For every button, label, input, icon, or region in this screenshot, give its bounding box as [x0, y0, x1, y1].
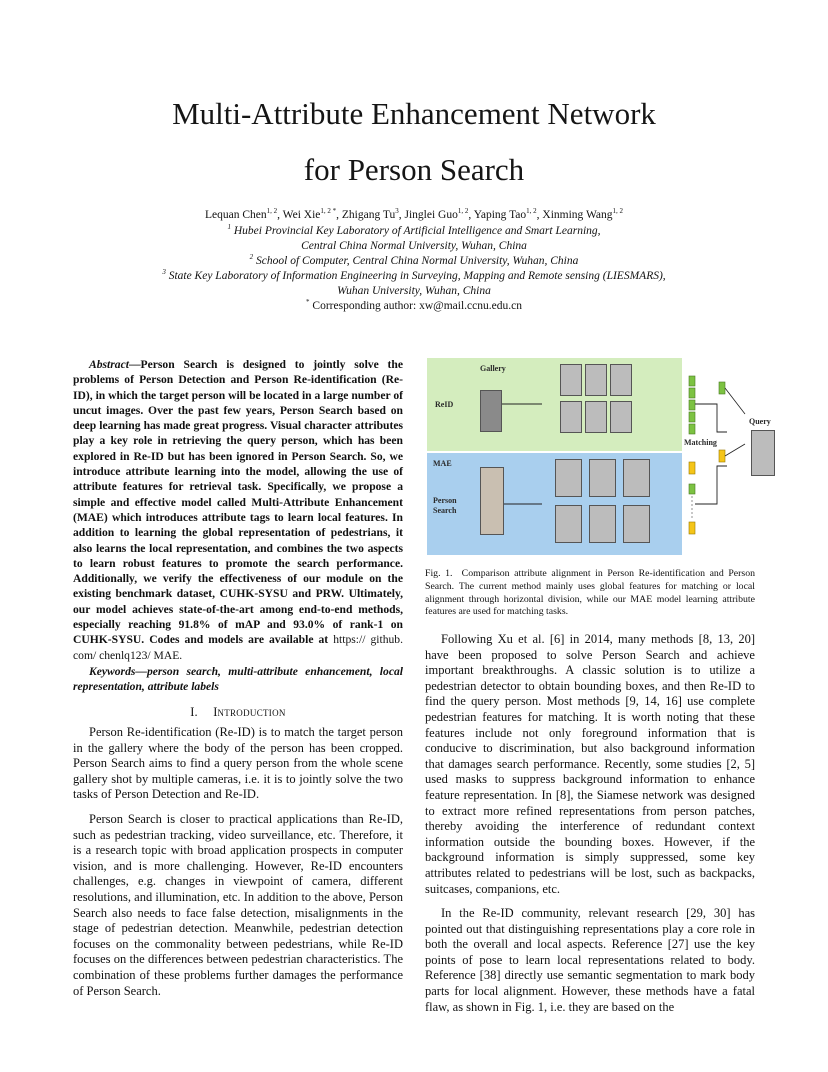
corresponding-author: * Corresponding author: xw@mail.ccnu.edu.cn [306, 298, 522, 312]
reid-query-crop [480, 390, 502, 432]
author: Zhigang Tu [341, 209, 396, 221]
gallery-crop [585, 364, 607, 396]
author: Yaping Tao [473, 209, 527, 221]
keywords-lead: Keywords [89, 665, 136, 678]
abstract-lead: Abstract [89, 358, 129, 371]
gallery-crop [560, 401, 582, 433]
affiliation: Wuhan University, Wuhan, China [337, 285, 491, 297]
gallery-crop [585, 401, 607, 433]
author: Lequan Chen [204, 209, 267, 221]
author-list: Lequan Chen$^{1, 2}$, Wei Xie$^{1, 2 *}$, Zhigang Tu$^3$, Jinglei Guo$^{1, 2}$, Yaping Tao$^{1, 2}$, Xinming Wang$^{1, 2}$ [204, 207, 624, 221]
gallery-label: Gallery [480, 364, 506, 373]
matching-label: Matching [684, 438, 717, 447]
scene-crop [589, 459, 616, 497]
affiliation: $^1$ Hubei Provincial Key Laboratory of Artificial Intelligence and Smart Learning, [227, 223, 601, 237]
scene-crop [555, 505, 582, 543]
author: Xinming Wang [542, 209, 613, 221]
author: Jinglei Guo [404, 209, 458, 221]
scene-crop [555, 459, 582, 497]
paragraph: Following Xu et al. [6] in 2014, many methods [8, 13, 20] have been proposed to solve Person Search and achieve important breakthroughs. A classic solution is to utilize a pedestrian detector to obtain bounding boxes, and then Re-ID to find the query person. Most methods [9, 14, 16] use complete pedestrian features for matching. It is worth noting that these features include not only foreground information that is conducive to discrimination, but also background information that damages search performance. Recently, some studies [2, 5] used masks to suppress background information to enhance feature representation. In [8], the Siamese network was designed to extract more refined representations from person patches, thereby avoiding the interference of redundant context information outside the bounding boxes. However, if the background information is simply suppressed, some key attributes related to pedestrians will be lost, such as backpacks, suitcases, companions, etc. [425, 632, 755, 896]
affiliation: Central China Normal University, Wuhan, China [301, 240, 527, 252]
person-search-label: Person Search [433, 496, 457, 515]
code-url[interactable]: https:// github. com/ chenlq123/ [73, 633, 403, 662]
gallery-crop [610, 364, 632, 396]
author: Wei Xie [282, 209, 321, 221]
paragraph: Person Search is closer to practical applications than Re-ID, such as pedestrian tracking, video surveillance, etc. Therefore, it is a research topic with broad application prospects in computer vision, and is more challenging. However, Re-ID encounters challenges, e.g. changes in viewpoint of camera, different resolutions, and illumination, etc. In addition to the above, Person Search also needs to face false detection, misalignments in the stage of pedestrian detection. Meanwhile, pedestrian detection focuses on the commonality between pedestrians, while Re-ID focuses on the differences between pedestrian characteristics. The combination of these problems further damages the performance of Person Search. [73, 811, 403, 998]
reid-label: ReID [435, 400, 454, 409]
abstract: Abstract—Person Search is designed to jointly solve the problems of Person Detection and Person Re-identification (Re-ID), in which the target person will be located in a large number of uncut images. Over the past few years, Person Search based on deep learning has made great progress. Visual character attributes play a key role in retrieving the query person, which has been explored in Re-ID but has been ignored in Person Search. So, we introduce attribute learning into the model, allowing the use of attribute features for retrieval task. Specifically, we propose a simple and effective model called Multi-Attribute Enhancement (MAE) which introduces attribute tags to learn local features. In addition to learning the global representation of pedestrians, it also learns the local representation, and combines the two aspects to learn robust features to promote the search performance. Additionally, we verify the effectiveness of our module on the existing benchmark dataset, CUHK-SYSU and PRW. Ultimately, our model achieves state-of-the-art among end-to-end methods, especially reaching 91.8% of mAP and 93.0% of rank-1 on CUHK-SYSU. Codes and models are available at https:// github. com/ chenlq123/ MAE. [73, 358, 403, 662]
keywords: Keywords—person search, multi-attribute enhancement, local representation, attribute labels [73, 665, 403, 694]
gallery-crop [560, 364, 582, 396]
affiliation: $^3$ State Key Laboratory of Information Engineering in Surveying, Mapping and Remote sensing (LIESMARS), [162, 268, 666, 282]
right-column-text [425, 632, 755, 1015]
paragraph: In the Re-ID community, relevant research [29, 30] has pointed out that distinguishing representations play a core role in both the overall and local aspects. Reference [27] use the key points of pose to learn local representations related to body. Reference [38] directly use semantic segmentation to mark body parts for local alignment. However, these methods have a fatal flaw, as shown in Fig. 1, i.e. they are based on the [425, 906, 755, 1014]
abstract-body: Person Search is designed to jointly solve the problems of Person Detection and Person Re-identification (Re-ID), in which the target person will be located in a large number of uncut images. Over the past few years, Person Search based on deep learning has made great progress. Visual character attributes play a key role in retrieving the query person, which has been explored in Re-ID but has been ignored in Person Search. So, we introduce attribute learning into the model, allowing the use of attribute features for retrieval task. Specifically, we propose a simple and effective model called Multi-Attribute Enhancement (MAE) which introduces attribute tags to learn local features. In addition to learning the global representation of pedestrians, it also learns the local representation, and combines the two aspects to learn robust features to promote the search performance. Additionally, we verify the effectiveness of our module on the existing benchmark dataset, CUHK-SYSU and PRW. Ultimately, our model achieves state-of-the-art among end-to-end methods, especially reaching 91.8% of mAP and 93.0% of rank-1 on CUHK-SYSU. Codes and models are available at [73, 358, 403, 647]
paragraph: Person Re-identification (Re-ID) is to match the target person in the gallery where the body of the person has been cropped. Person Search aims to find a query person from the whole scene gallery shot by multiple cameras, i.e. it is to jointly solve the two tasks of Person Detection and Re-ID. [73, 725, 403, 802]
figure-1 [427, 354, 779, 560]
section-heading: I. Introduction [190, 705, 286, 719]
keywords-body: person search, multi-attribute enhancement, local representation, attribute labels [73, 665, 403, 694]
intro-text [73, 725, 403, 999]
scene-image [480, 467, 504, 535]
paper-title-line1: Multi-Attribute Enhancement Network [172, 96, 656, 131]
figure-caption: Fig. 1. Comparison attribute alignment in Person Re-identification and Person Search. The current method mainly uses global features for matching or local alignment through horizontal division, while our MAE model learning attribute features are used for matching tasks. [425, 568, 755, 618]
author-block [40, 208, 788, 314]
mae-label: MAE [433, 459, 452, 468]
paper-title-line2: for Person Search [303, 152, 525, 187]
scene-crop [623, 505, 650, 543]
affiliation: $^2$ School of Computer, Central China Normal University, Wuhan, China [249, 253, 579, 267]
gallery-crop [610, 401, 632, 433]
query-label: Query [749, 417, 771, 426]
scene-crop [623, 459, 650, 497]
query-image [751, 430, 775, 476]
scene-crop [589, 505, 616, 543]
